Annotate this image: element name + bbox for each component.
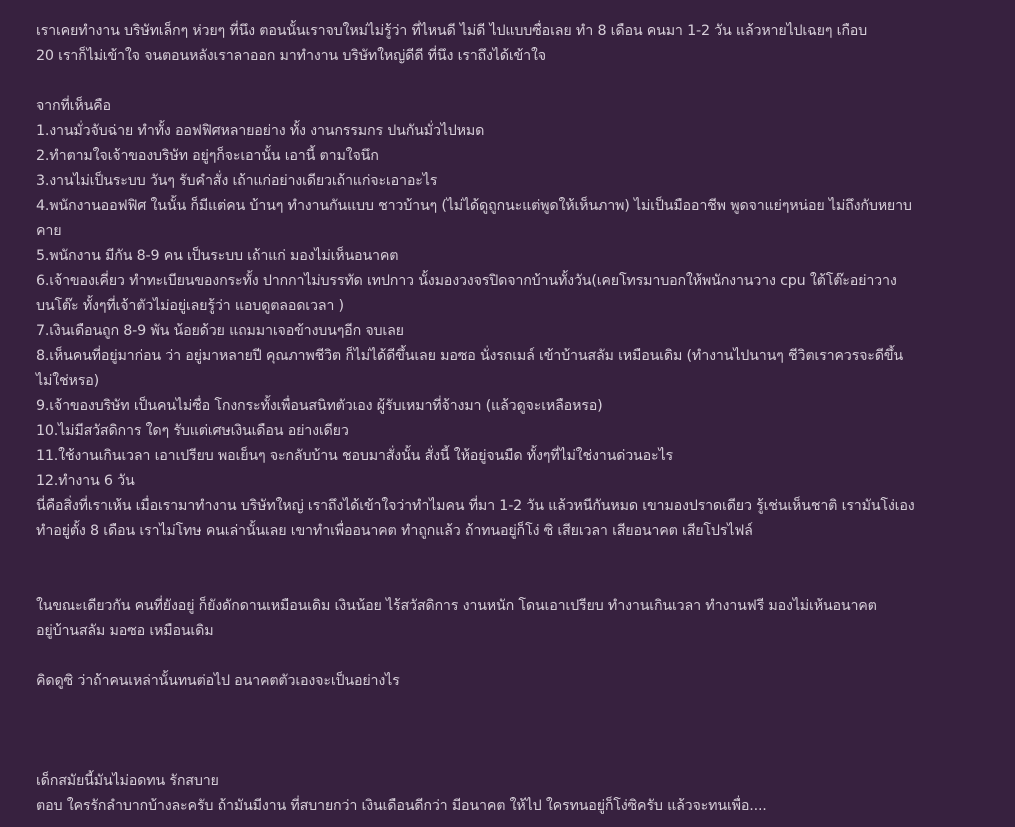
list-line: 7.เงินเดือนถูก 8-9 พัน น้อยด้วย แถมมาเจอข้างบนๆอีก จบเลย: [36, 323, 404, 339]
list-line: 8.เห็นคนที่อยู่มาก่อน ว่า อยู่มาหลายปี คุณภาพชีวิต ก็ไม่ได้ดีขึ้นเลย มอซอ นั่งรถเมล์ เข้าบ้านสลัม เหมือนเดิม (ทำงานไปนานๆ ชีวิตเราควรจะดีขึ้น: [36, 348, 903, 364]
list-line: 10.ไม่มีสวัสดิการ ใดๆ รับแต่เศษเงินเดือน อย่างเดียว: [36, 423, 349, 439]
middle-line-1: ในขณะเดียวกัน คนที่ยังอยู่ ก็ยังดักดานเหมือนเดิม เงินน้อย ไร้สวัสดิการ งานหนัก โดนเอาเปรียบ ทำงานเกินเวลา ทำงานฟรี มองไม่เห้นอนาคต: [36, 598, 877, 614]
blank-line: [36, 644, 996, 669]
blank-line: [36, 544, 996, 569]
intro-line-2: 20 เราก็ไม่เข้าใจ จนตอนหลังเราลาออก มาทำงาน บริษัทใหญ่ดีดี ที่นึง เราถึงได้เข้าใจ: [36, 48, 546, 64]
post-body: [36, 19, 996, 819]
intro-line-1: เราเคยทำงาน บริษัทเล็กๆ ห่วยๆ ที่นึง ตอนนั้นเราจบใหม่ไม่รู้ว่า ที่ไหนดี ไม่ดี ไปแบบซื่อเลย ทำ 8 เดือน คนมา 1-2 วัน แล้วหายไปเฉยๆ เกือบ: [36, 23, 868, 39]
list-line: 3.งานไม่เป็นระบบ วันๆ รับคำสั่ง เถ้าแก่อย่างเดียวเถ้าแก่จะเอาอะไร: [36, 173, 438, 189]
list-line: 2.ทำตามใจเจ้าของบริษัท อยู่ๆก็จะเอานั้น เอานี้ ตามใจนึก: [36, 148, 379, 164]
blank-line: [36, 744, 996, 769]
list-line: ทำอยู่ตั้ง 8 เดือน เราไม่โทษ คนเล่านั้นเลย เขาทำเพื่ออนาคต ทำถูกแล้ว ถ้าทนอยู่ก็โง่ ซิ เสียเวลา เสียอนาคต เสียโปรไฟล์: [36, 523, 753, 539]
blank-line: [36, 569, 996, 594]
blank-line: [36, 69, 996, 94]
blank-line: [36, 719, 996, 744]
list-line: ไม่ใช่หรอ): [36, 373, 99, 389]
list-heading: จากที่เห็นคือ: [36, 98, 111, 114]
list-line: คาย: [36, 223, 62, 239]
question-line: คิดดูซิ ว่าถ้าคนเหล่านั้นทนต่อไป อนาคตตัวเองจะเป็นอย่างไร: [36, 673, 400, 689]
middle-line-2: อยู่บ้านสลัม มอซอ เหมือนเดิม: [36, 623, 214, 639]
list-line: 11.ใช้งานเกินเวลา เอาเปรียบ พอเย็นๆ จะกลับบ้าน ชอบมาสั่งนั้น สั่งนี้ ให้อยู่จนมืด ทั้งๆที่ไม่ใช่งานด่วนอะไร: [36, 448, 673, 464]
list-line: 4.พนักงานออฟฟิศ ในนั้น ก็มีแต่คน บ้านๆ ทำงานกันแบบ ชาวบ้านๆ (ไม่ได้ดูถูกนะแต่พูดให้เห็นภาพ) ไม่เป็นมืออาชีพ พูดจาแย่ๆหน่อย ไม่ถึงกับหยาบ: [36, 198, 912, 214]
list-line: 6.เจ้าของเคี่ยว ทำทะเบียนของกระทั้ง ปากกาไม่บรรทัด เทปกาว นั้งมองวงจรปิดจากบ้านทั้งวัน(เคยโทรมาบอกให้พนักงานวาง cpu ใต้โต๊ะอย่าวาง: [36, 273, 897, 289]
closing-line-2: ตอบ ใครรักลำบากบ้างละครับ ถ้ามันมีงาน ที่สบายกว่า เงินเดือนดีกว่า มีอนาคต ให้ไป ใครทนอยู่ก็โง่ซิครับ แล้วจะทนเพื่อ....: [36, 798, 767, 814]
list-line: 5.พนักงาน มีกัน 8-9 คน เป็นระบบ เถ้าแก่ มองไม่เห็นอนาคต: [36, 248, 399, 264]
blank-line: [36, 694, 996, 719]
list-line: 1.งานมั่วจับฉ่าย ทำทั้ง ออฟฟิศหลายอย่าง ทั้ง งานกรรมกร ปนกันมั่วไปหมด: [36, 123, 485, 139]
list-line: 12.ทำงาน 6 วัน: [36, 473, 135, 489]
closing-line-1: เด็กสมัยนี้มันไม่อดทน รักสบาย: [36, 773, 219, 789]
list-line: บนโต๊ะ ทั้งๆที่เจ้าตัวไม่อยู่เลยรู้ว่า แอบดูตลอดเวลา ): [36, 298, 344, 314]
list-line: 9.เจ้าของบริษัท เป็นคนไม่ซื่อ โกงกระทั้งเพื่อนสนิทตัวเอง ผู้รับเหมาที่จ้างมา (แล้วดูจะเหลือหรอ): [36, 398, 603, 414]
list-line: นี่คือสิ่งที่เราเห้น เมื่อเรามาทำงาน บริษัทใหญ่ เราถึงได้เข้าใจว่าทำไมคน ที่มา 1-2 วัน แล้วหนีกันหมด เขามองปราดเดียว รู้เช่นเห็นชาติ เรามันโง่เอง: [36, 498, 915, 514]
